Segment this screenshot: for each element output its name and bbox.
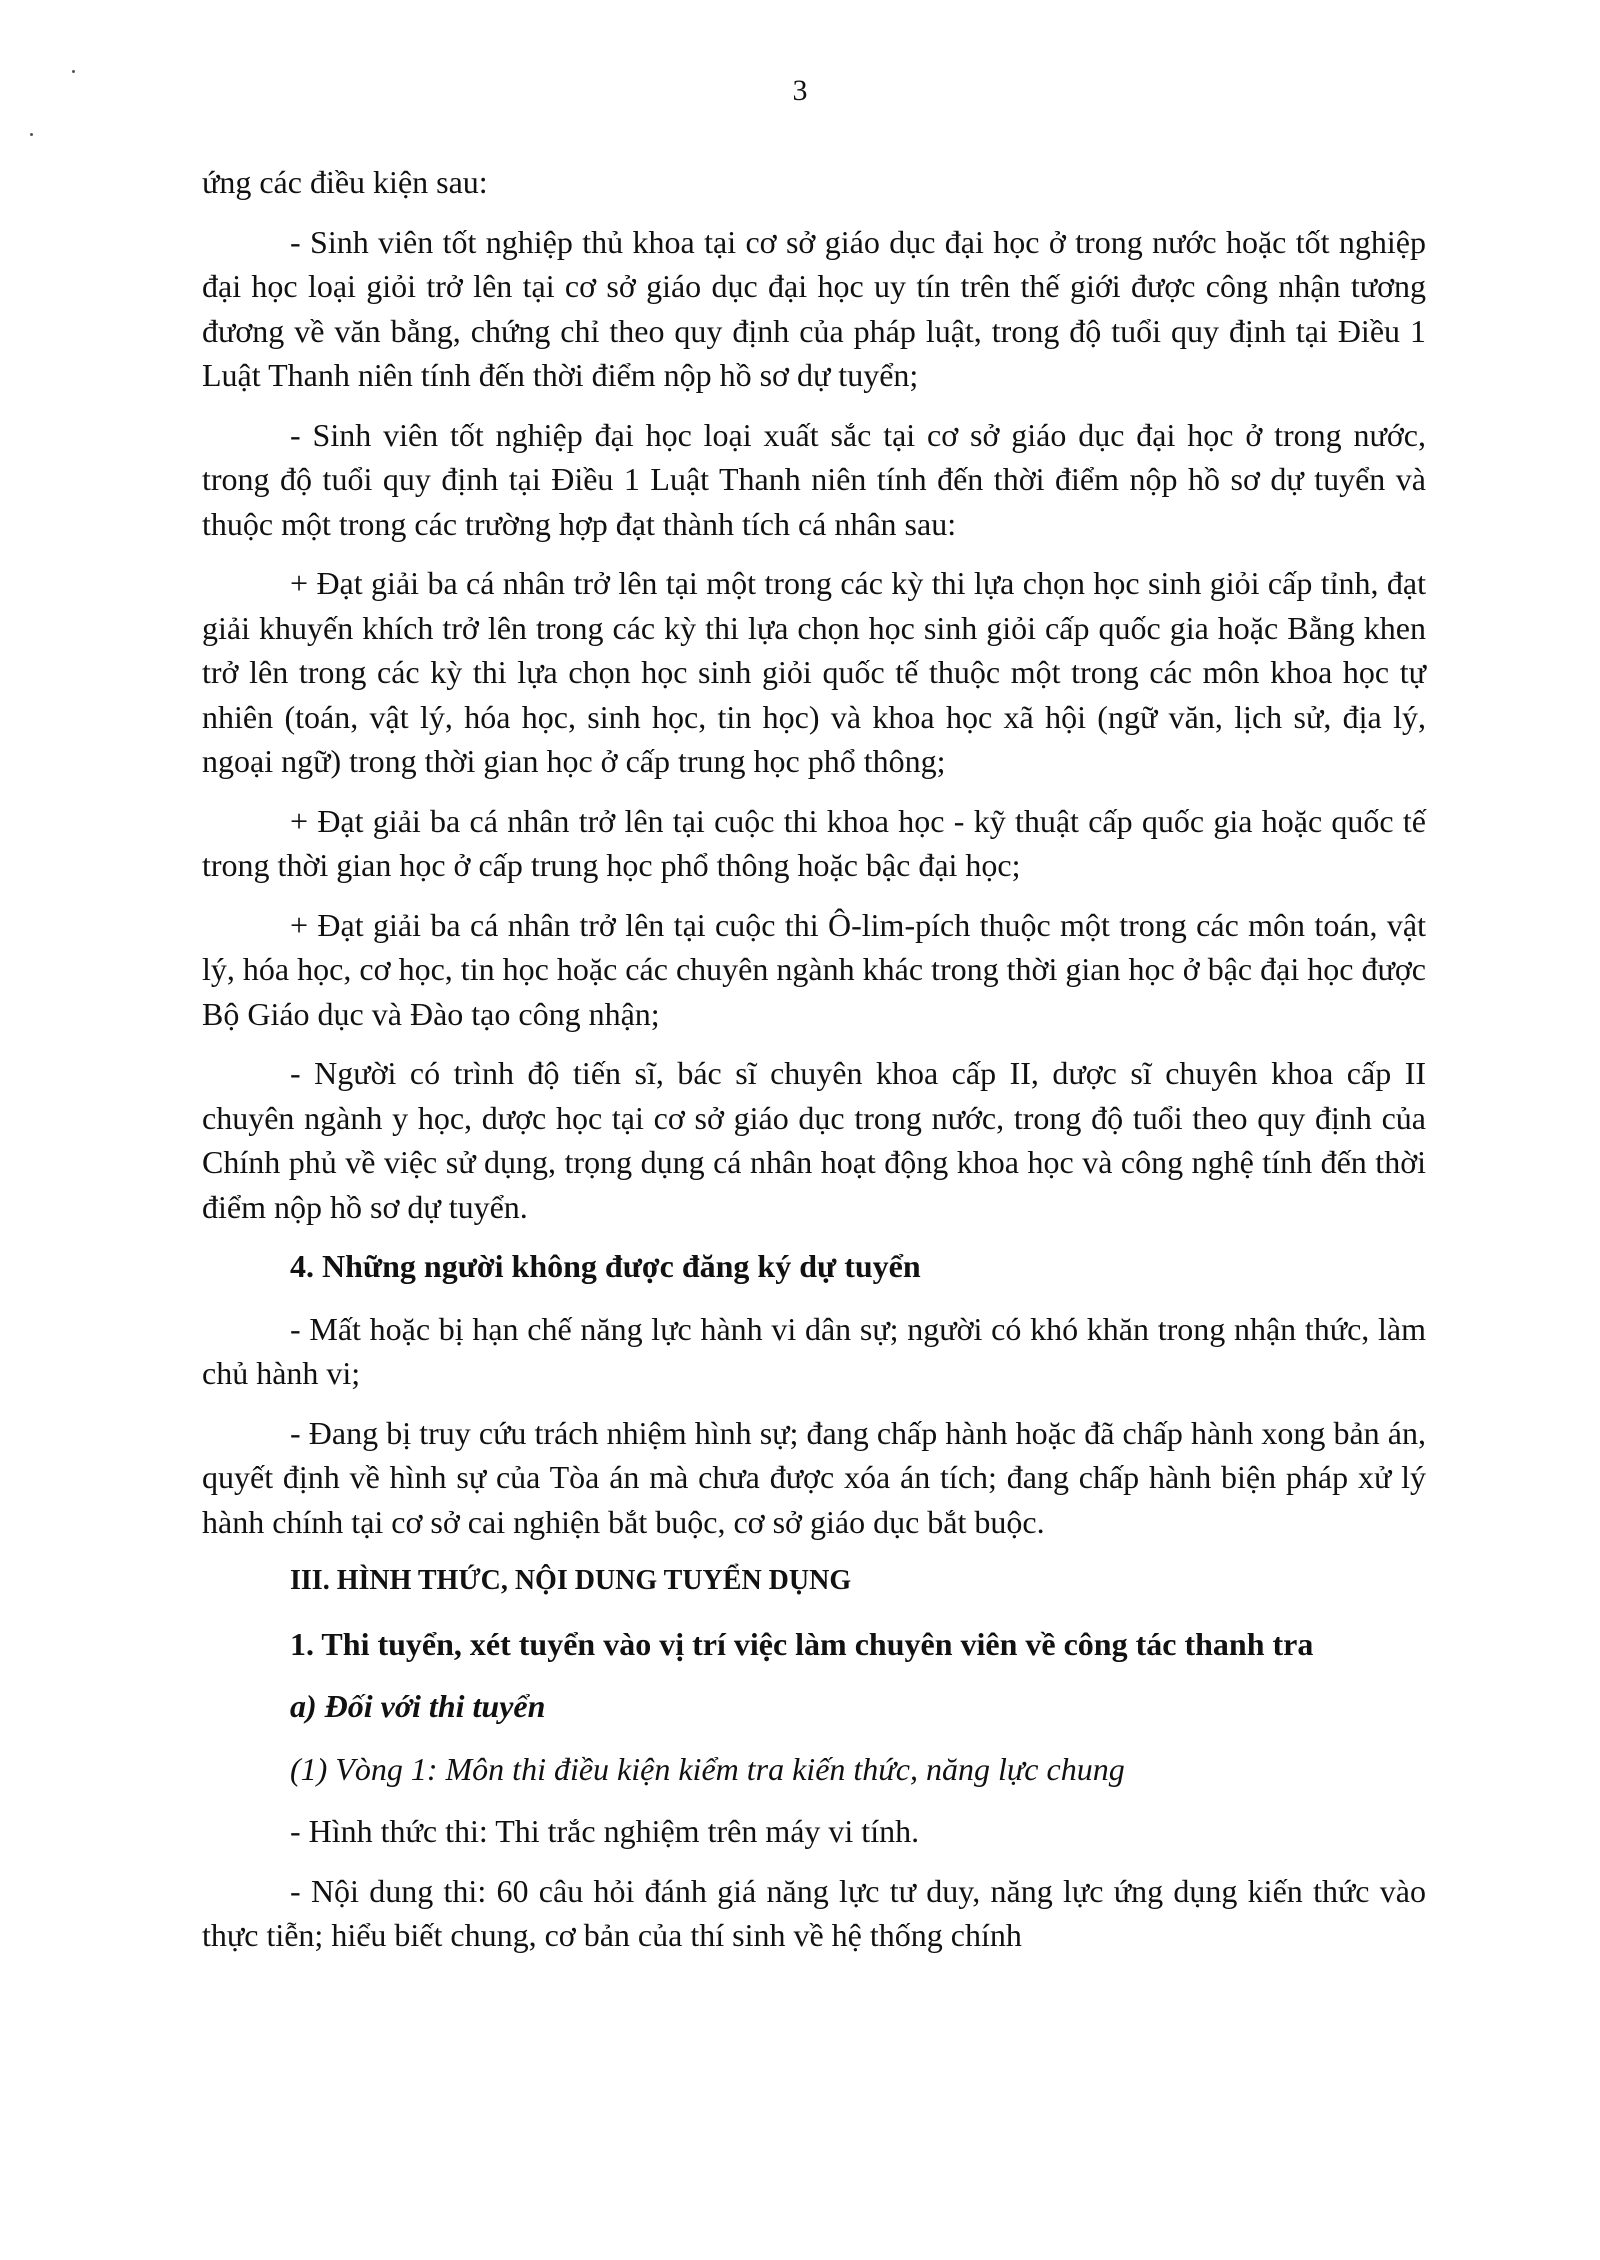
section-heading-1: 1. Thi tuyển, xét tuyển vào vị trí việc làm chuyên viên về công tác thanh tra (290, 1625, 1314, 1662)
paragraph: + Đạt giải ba cá nhân trở lên tại một trong các kỳ thi lựa chọn học sinh giỏi cấp tỉnh, đạt giải khuyến khích trở lên trong các kỳ thi lựa chọn học sinh giỏi cấp quốc gia hoặc Bằng khen trở lên trong các kỳ thi lựa chọn học sinh giỏi quốc tế thuộc một trong các môn khoa học tự nhiên (toán, vật lý, hóa học, sinh học, tin học) và khoa học xã hội (ngữ văn, lịch sử, địa lý, ngoại ngữ) trong thời gian học ở cấp trung học phổ thông; (202, 565, 1426, 779)
paragraph: - Đang bị truy cứu trách nhiệm hình sự; đang chấp hành hoặc đã chấp hành xong bản án, quyết định về hình sự của Tòa án mà chưa được xóa án tích; đang chấp hành biện pháp xử lý hành chính tại cơ sở cai nghiện bắt buộc, cơ sở giáo dục bắt buộc. (202, 1414, 1426, 1540)
page-number: 3 (792, 74, 808, 107)
scan-speck (72, 70, 75, 73)
paragraph: - Nội dung thi: 60 câu hỏi đánh giá năng lực tư duy, năng lực ứng dụng kiến thức vào thực tiễn; hiểu biết chung, cơ bản của thí sinh về hệ thống chính (202, 1872, 1426, 1953)
paragraph: - Sinh viên tốt nghiệp đại học loại xuất sắc tại cơ sở giáo dục đại học ở trong nước, trong độ tuổi quy định tại Điều 1 Luật Thanh niên tính đến thời điểm nộp hồ sơ dự tuyển và thuộc một trong các trường hợp đạt thành tích cá nhân sau: (202, 416, 1426, 542)
paragraph: ứng các điều kiện sau: (202, 164, 488, 200)
paragraph: - Sinh viên tốt nghiệp thủ khoa tại cơ sở giáo dục đại học ở trong nước hoặc tốt nghiệp đại học loại giỏi trở lên tại cơ sở giáo dục đại học uy tín trên thế giới được công nhận tương đương về văn bằng, chứng chỉ theo quy định của pháp luật, trong độ tuổi quy định tại Điều 1 Luật Thanh niên tính đến thời điểm nộp hồ sơ dự tuyển; (202, 223, 1426, 393)
paragraph: - Người có trình độ tiến sĩ, bác sĩ chuyên khoa cấp II, dược sĩ chuyên khoa cấp II chuyên ngành y học, dược học tại cơ sở giáo dục trong nước, trong độ tuổi theo quy định của Chính phủ về việc sử dụng, trọng dụng cá nhân hoạt động khoa học và công nghệ tính đến thời điểm nộp hồ sơ dự tuyển. (202, 1055, 1426, 1225)
paragraph: + Đạt giải ba cá nhân trở lên tại cuộc thi khoa học - kỹ thuật cấp quốc gia hoặc quốc tế trong thời gian học ở cấp trung học phổ thông hoặc bậc đại học; (202, 802, 1426, 883)
section-heading-iii: III. HÌNH THỨC, NỘI DUNG TUYỂN DỤNG (290, 1565, 852, 1596)
subsection-heading-a: a) Đối với thi tuyển (290, 1688, 546, 1724)
paragraph: + Đạt giải ba cá nhân trở lên tại cuộc thi Ô-lim-pích thuộc một trong các môn toán, vật lý, hóa học, cơ học, tin học hoặc các chuyên ngành khác trong thời gian học ở bậc đại học được Bộ Giáo dục và Đào tạo công nhận; (202, 906, 1426, 1032)
section-heading-4: 4. Những người không được đăng ký dự tuyển (290, 1248, 921, 1284)
round-1-heading: (1) Vòng 1: Môn thi điều kiện kiểm tra kiến thức, năng lực chung (290, 1750, 1125, 1787)
paragraph: - Mất hoặc bị hạn chế năng lực hành vi dân sự; người có khó khăn trong nhận thức, làm chủ hành vi; (202, 1310, 1426, 1391)
document-body (202, 160, 1426, 1973)
paragraph: - Hình thức thi: Thi trắc nghiệm trên máy vi tính. (290, 1813, 920, 1849)
scan-speck (30, 133, 33, 136)
